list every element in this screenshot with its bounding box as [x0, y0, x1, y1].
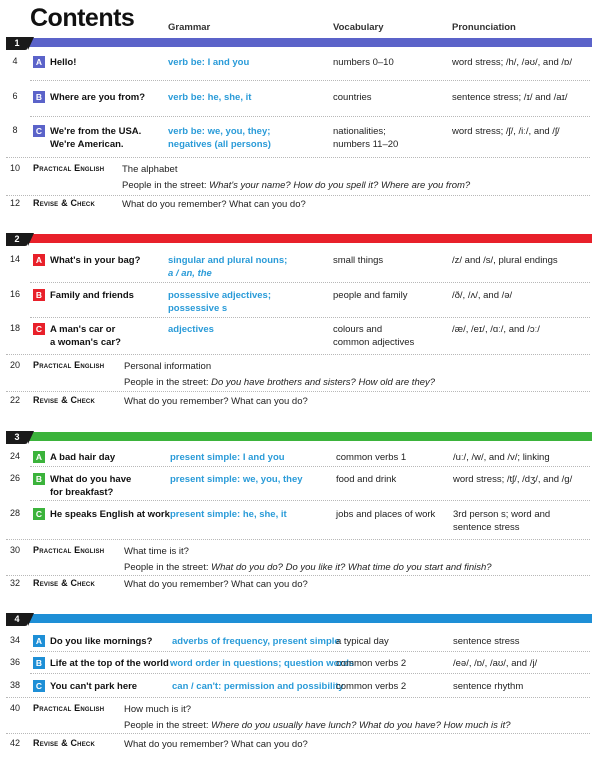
unit-1-color-bar [6, 38, 592, 47]
lesson-letter-badge: C [33, 323, 45, 335]
revise-check-label: Revise & Check [33, 198, 95, 208]
row-divider [6, 733, 590, 734]
lesson-vocabulary: colours and [333, 324, 383, 335]
lesson-pronunciation: /eə/, /ɒ/, /aʊ/, and /j/ [453, 658, 538, 669]
page-number: 6 [12, 91, 18, 101]
lesson-grammar: adjectives [168, 324, 214, 335]
lesson-letter-badge: C [33, 125, 45, 137]
lesson-letter-badge: B [33, 289, 45, 301]
page-title: Contents [30, 4, 135, 32]
vocabulary-column-header: Vocabulary [333, 22, 384, 33]
people-in-the-street: People in the street: Do you have brothers and sisters? How old are they? [124, 377, 436, 388]
revise-check-label: Revise & Check [33, 578, 95, 588]
lesson-title: Do you like mornings? [50, 636, 153, 647]
revise-check-text: What do you remember? What can you do? [124, 739, 308, 750]
lesson-pronunciation: 3rd person s; word and [453, 509, 551, 520]
row-divider [6, 697, 590, 698]
unit-3-color-bar [6, 432, 592, 441]
people-in-the-street: People in the street: What do you do? Do you like it? What time do you start and finish? [124, 562, 492, 573]
unit-3-badge: 3 [6, 431, 28, 444]
lesson-grammar: possessive adjectives; [168, 290, 271, 301]
lesson-pronunciation: /ð/, /ʌ/, and /ə/ [452, 290, 513, 301]
lesson-vocabulary: small things [333, 255, 384, 266]
lesson-vocabulary: common verbs 1 [336, 452, 407, 463]
row-divider [30, 317, 590, 318]
lesson-vocabulary: nationalities; [333, 126, 386, 137]
lesson-vocabulary-line2: numbers 11–20 [333, 139, 399, 150]
lesson-pronunciation: sentence stress; /ɪ/ and /aɪ/ [452, 92, 568, 103]
lesson-letter-badge: A [33, 56, 45, 68]
lesson-letter-badge: C [33, 680, 45, 692]
lesson-title: We're from the USA. [50, 126, 142, 137]
lesson-grammar: can / can't: permission and possibility [172, 681, 344, 692]
lesson-vocabulary: people and family [333, 290, 408, 301]
page-number: 4 [12, 56, 18, 66]
practical-english-label: Practical English [33, 545, 105, 555]
lesson-vocabulary: food and drink [336, 474, 397, 485]
revise-check-text: What do you remember? What can you do? [124, 579, 308, 590]
practical-topic: What time is it? [124, 546, 189, 557]
practical-english-label: Practical English [33, 703, 105, 713]
practical-topic: The alphabet [122, 164, 178, 175]
grammar-column-header: Grammar [168, 22, 211, 33]
row-divider [30, 466, 590, 467]
lesson-title: What do you have [50, 474, 132, 485]
page-number: 26 [9, 473, 20, 483]
lesson-grammar-line2: negatives (all persons) [168, 139, 271, 150]
revise-check-text: What do you remember? What can you do? [124, 396, 308, 407]
practical-topic: Personal information [124, 361, 212, 372]
page-number: 18 [9, 323, 20, 333]
lesson-vocabulary: jobs and places of work [336, 509, 436, 520]
lesson-title: Family and friends [50, 290, 134, 301]
lesson-grammar: word order in questions; question words [170, 658, 355, 669]
lesson-letter-badge: B [33, 657, 45, 669]
lesson-pronunciation: sentence stress [453, 636, 520, 647]
lesson-grammar: singular and plural nouns; [168, 255, 288, 266]
lesson-letter-badge: A [33, 451, 45, 463]
row-divider [30, 80, 590, 81]
lesson-pronunciation: word stress; /h/, /əʊ/, and /ɒ/ [452, 57, 572, 68]
lesson-grammar-line2: possessive s [168, 303, 228, 314]
revise-check-label: Revise & Check [33, 395, 95, 405]
lesson-pronunciation: /z/ and /s/, plural endings [452, 255, 558, 266]
unit-2-badge: 2 [6, 233, 28, 246]
pronunciation-column-header: Pronunciation [452, 22, 516, 33]
page-number: 42 [9, 738, 20, 748]
page-number: 16 [9, 289, 20, 299]
page-number: 34 [9, 635, 20, 645]
unit-1-badge: 1 [6, 37, 28, 50]
lesson-vocabulary: countries [333, 92, 372, 103]
row-divider [6, 539, 590, 540]
row-divider [30, 282, 590, 283]
lesson-title: Where are you from? [50, 92, 146, 103]
revise-check-label: Revise & Check [33, 738, 95, 748]
page-number: 12 [9, 198, 20, 208]
page-number: 20 [9, 360, 20, 370]
lesson-title: You can't park here [50, 681, 138, 692]
page-number: 30 [9, 545, 20, 555]
lesson-title: He speaks English at work [50, 509, 170, 520]
row-divider [6, 391, 590, 392]
practical-english-label: Practical English [33, 163, 105, 173]
practical-english-label: Practical English [33, 360, 105, 370]
page-number: 28 [9, 508, 20, 518]
unit-4-badge: 4 [6, 613, 28, 626]
page-number: 36 [9, 657, 20, 667]
row-divider [30, 651, 590, 652]
lesson-grammar: verb be: he, she, it [168, 92, 252, 103]
people-in-the-street: People in the street: What's your name? How do you spell it? Where are you from? [122, 180, 471, 191]
lesson-vocabulary: common verbs 2 [336, 658, 407, 669]
revise-check-text: What do you remember? What can you do? [122, 199, 306, 210]
lesson-pronunciation-line2: sentence stress [453, 522, 520, 533]
row-divider [30, 500, 590, 501]
practical-topic: How much is it? [124, 704, 192, 715]
people-in-the-street: People in the street: Where do you usually have lunch? What do you have? How much is it? [124, 720, 511, 731]
lesson-vocabulary: a typical day [336, 636, 389, 647]
page-number: 10 [9, 163, 20, 173]
unit-2-color-bar [6, 234, 592, 243]
lesson-title-line2: We're American. [50, 139, 124, 150]
lesson-vocabulary: numbers 0–10 [333, 57, 394, 68]
unit-4-color-bar [6, 614, 592, 623]
page-number: 8 [12, 125, 18, 135]
row-divider [6, 157, 590, 158]
lesson-pronunciation: word stress; /tʃ/, /dʒ/, and /g/ [453, 474, 573, 485]
lesson-pronunciation: sentence rhythm [453, 681, 524, 692]
lesson-title: Hello! [50, 57, 77, 68]
page-number: 40 [9, 703, 20, 713]
row-divider [30, 673, 590, 674]
lesson-letter-badge: A [33, 635, 45, 647]
lesson-grammar-line2: a / an, the [168, 268, 212, 279]
page-number: 24 [9, 451, 20, 461]
lesson-title-line2: for breakfast? [50, 487, 114, 498]
lesson-grammar: present simple: I and you [170, 452, 285, 463]
lesson-letter-badge: A [33, 254, 45, 266]
lesson-title: A man's car or [50, 324, 116, 335]
lesson-pronunciation: /æ/, /eɪ/, /ɑː/, and /ɔː/ [452, 324, 540, 335]
lesson-grammar: adverbs of frequency, present simple [172, 636, 340, 647]
lesson-grammar: present simple: he, she, it [170, 509, 287, 520]
lesson-vocabulary: common verbs 2 [336, 681, 407, 692]
lesson-title: What's in your bag? [50, 255, 141, 266]
page-number: 32 [9, 578, 20, 588]
lesson-title-line2: a woman's car? [50, 337, 121, 348]
lesson-grammar: present simple: we, you, they [170, 474, 303, 485]
row-divider [6, 195, 590, 196]
row-divider [6, 575, 590, 576]
lesson-grammar: verb be: we, you, they; [168, 126, 271, 137]
lesson-letter-badge: B [33, 473, 45, 485]
lesson-title: Life at the top of the world [50, 658, 169, 669]
lesson-letter-badge: C [33, 508, 45, 520]
row-divider [30, 116, 590, 117]
lesson-vocabulary-line2: common adjectives [333, 337, 415, 348]
lesson-title: A bad hair day [50, 452, 116, 463]
lesson-letter-badge: B [33, 91, 45, 103]
page-number: 22 [9, 395, 20, 405]
lesson-grammar: verb be: I and you [168, 57, 250, 68]
page-number: 14 [9, 254, 20, 264]
lesson-pronunciation: /uː/, /w/, and /v/; linking [453, 452, 550, 463]
lesson-pronunciation: word stress; /ʃ/, /iː/, and /ʃ/ [452, 126, 560, 137]
page-number: 38 [9, 680, 20, 690]
row-divider [6, 354, 590, 355]
